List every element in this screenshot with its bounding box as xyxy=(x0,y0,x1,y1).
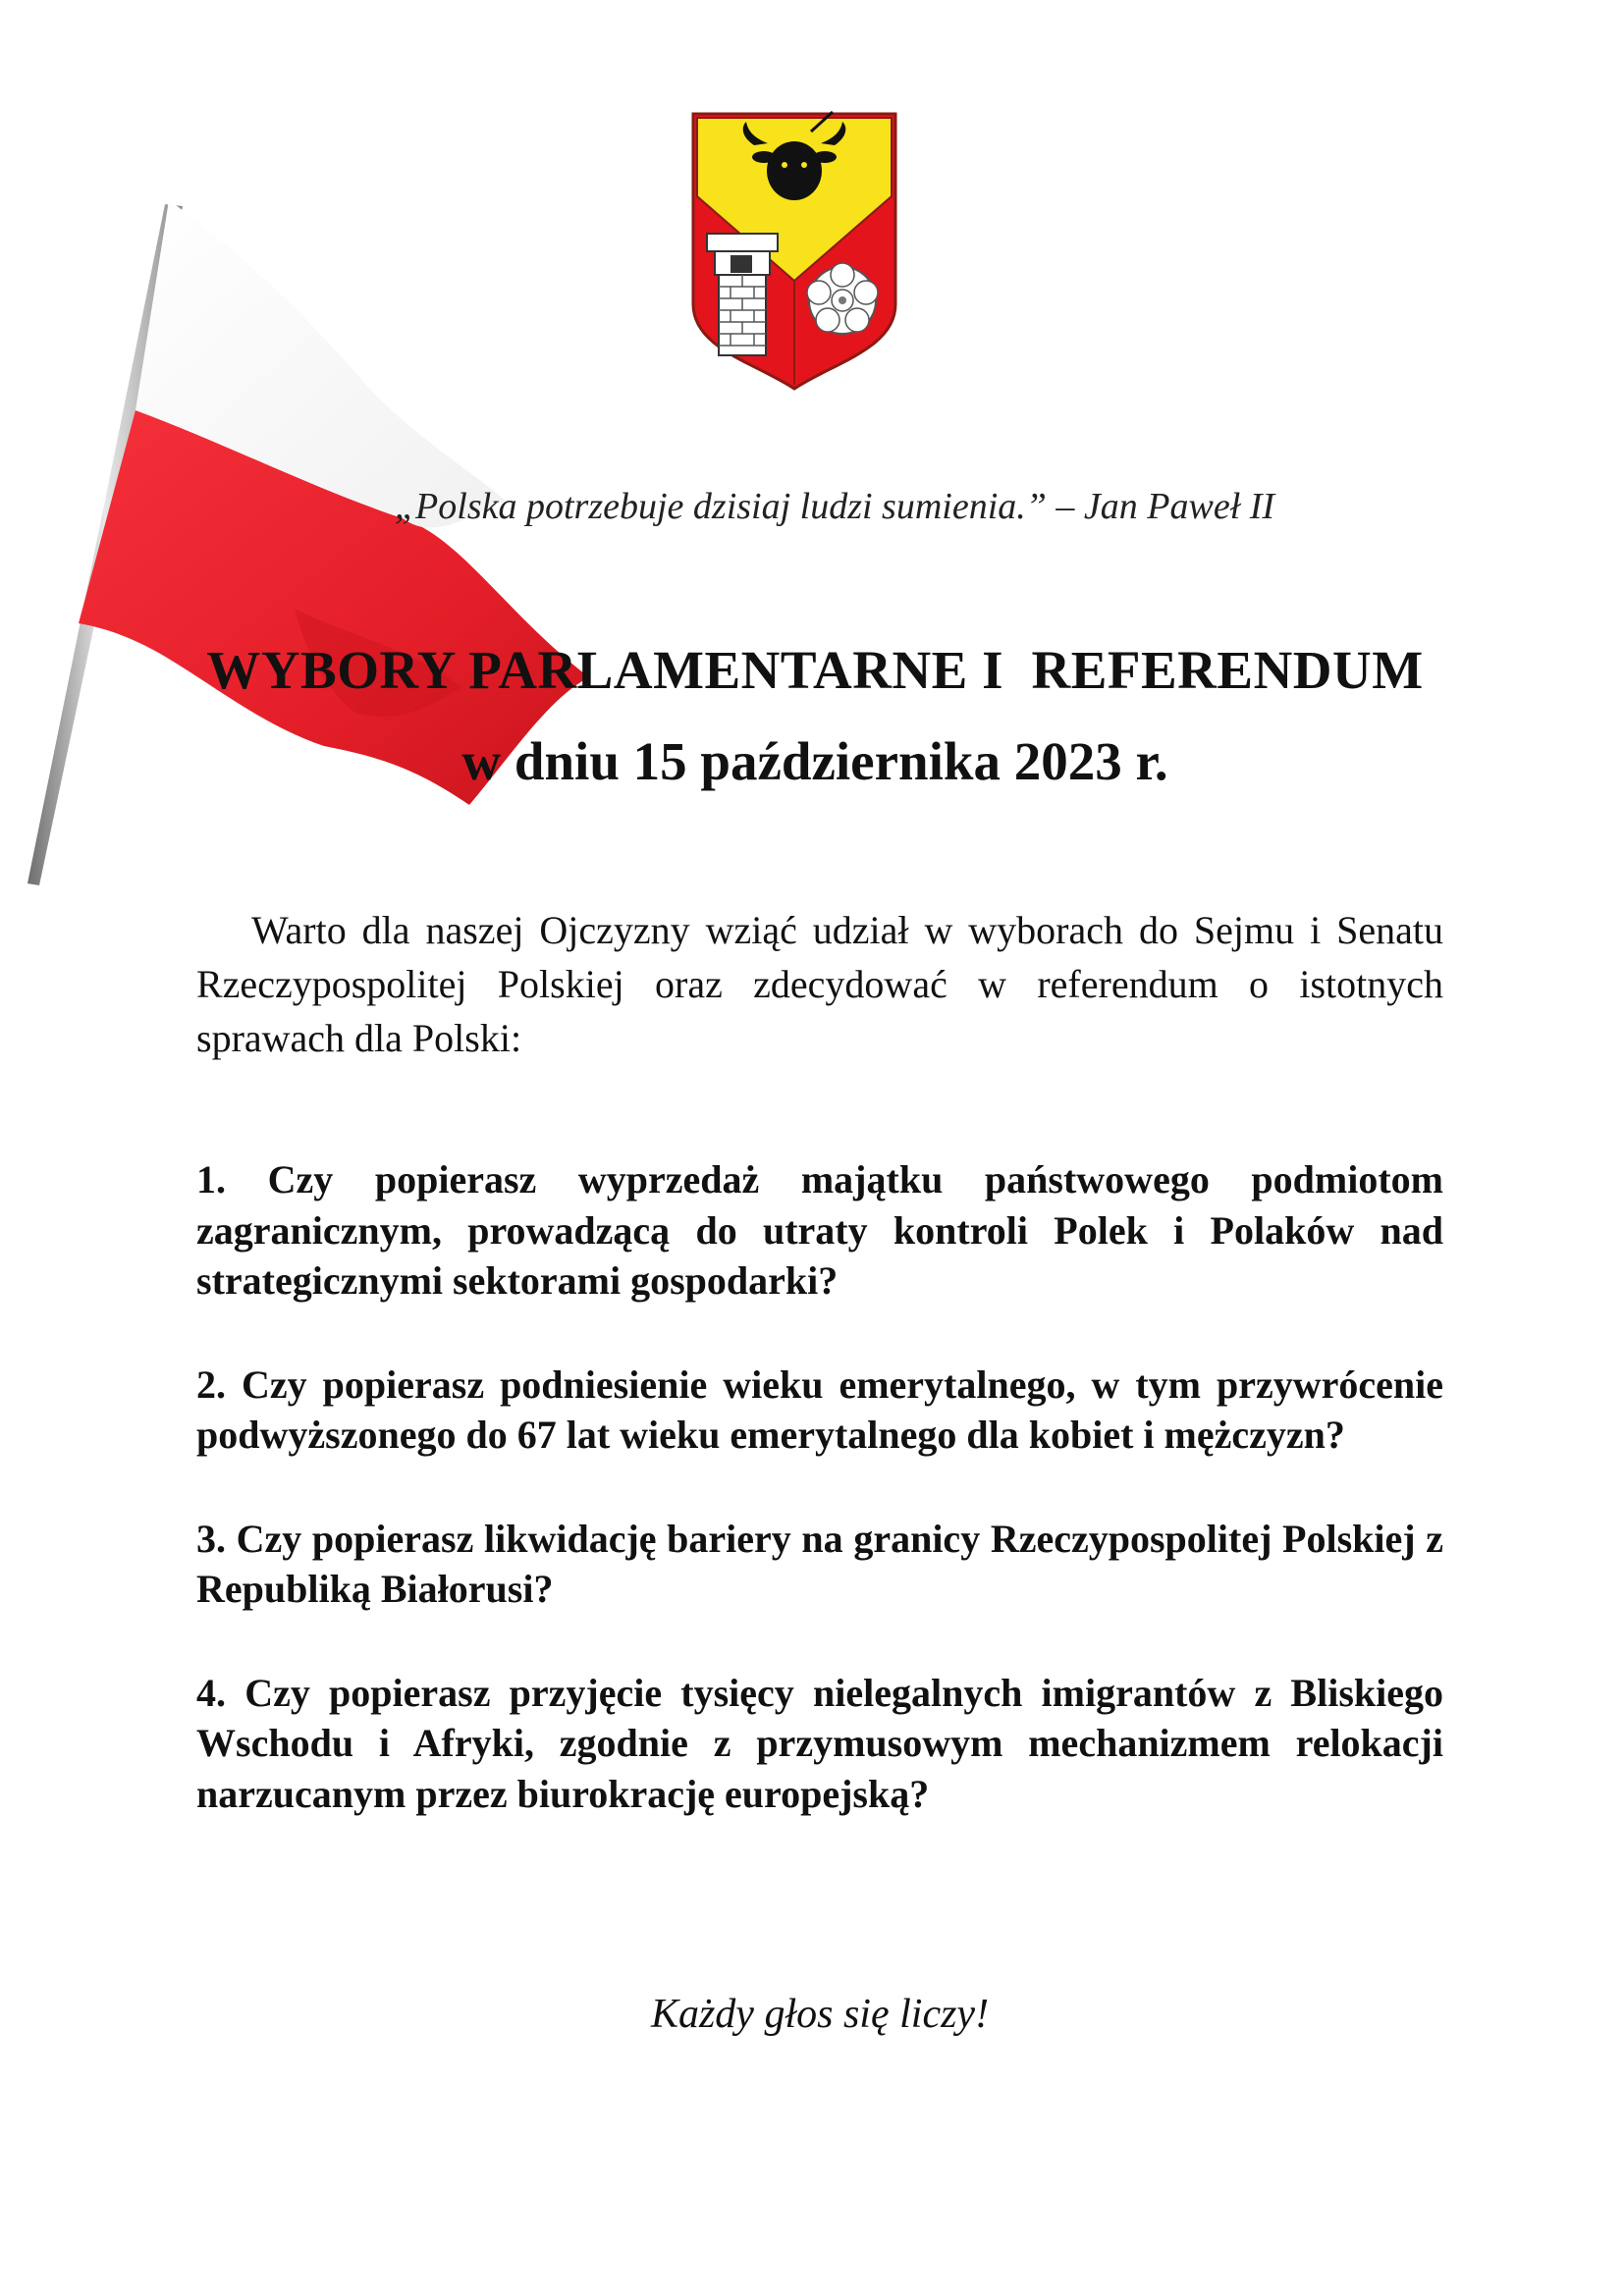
quote: „Polska potrzebuje dzisiaj ludzi sumienia.” – Jan Paweł II xyxy=(394,486,1275,527)
question-list xyxy=(196,1154,1443,1872)
question-item: 2. Czy popierasz podniesienie wieku emerytalnego, w tym przywrócenie podwyższonego do 67 lat wieku emerytalnego dla kobiet i mężczyzn? xyxy=(196,1362,1443,1457)
question-item: 1. Czy popierasz wyprzedaż majątku państwowego podmiotom zagranicznym, prowadzącą do utraty kontroli Polek i Polaków nad strategicznymi sektorami gospodarki? xyxy=(196,1157,1443,1303)
coat-of-arms-icon xyxy=(685,108,903,393)
closing-slogan: Każdy głos się liczy! xyxy=(650,1992,990,2037)
polish-flag-icon xyxy=(0,177,628,903)
page-title: WYBORY PARLAMENTARNE I REFERENDUM xyxy=(206,640,1424,700)
question-item: 3. Czy popierasz likwidację bariery na granicy Rzeczypospolitej Polskiej z Republiką Białorusi? xyxy=(196,1516,1443,1611)
intro-paragraph: Warto dla naszej Ojczyzny wziąć udział w wyborach do Sejmu i Senatu Rzeczypospolitej Polskiej oraz zdecydować w referendum o istotnych sprawach dla Polski: xyxy=(196,908,1443,1060)
page-subtitle: w dniu 15 października 2023 r. xyxy=(461,731,1168,791)
question-item: 4. Czy popierasz przyjęcie tysięcy nielegalnych imigrantów z Bliskiego Wschodu i Afryki, zgodnie z przymusowym mechanizmem relokacji narzucanym przez biurokrację europejską? xyxy=(196,1670,1443,1816)
